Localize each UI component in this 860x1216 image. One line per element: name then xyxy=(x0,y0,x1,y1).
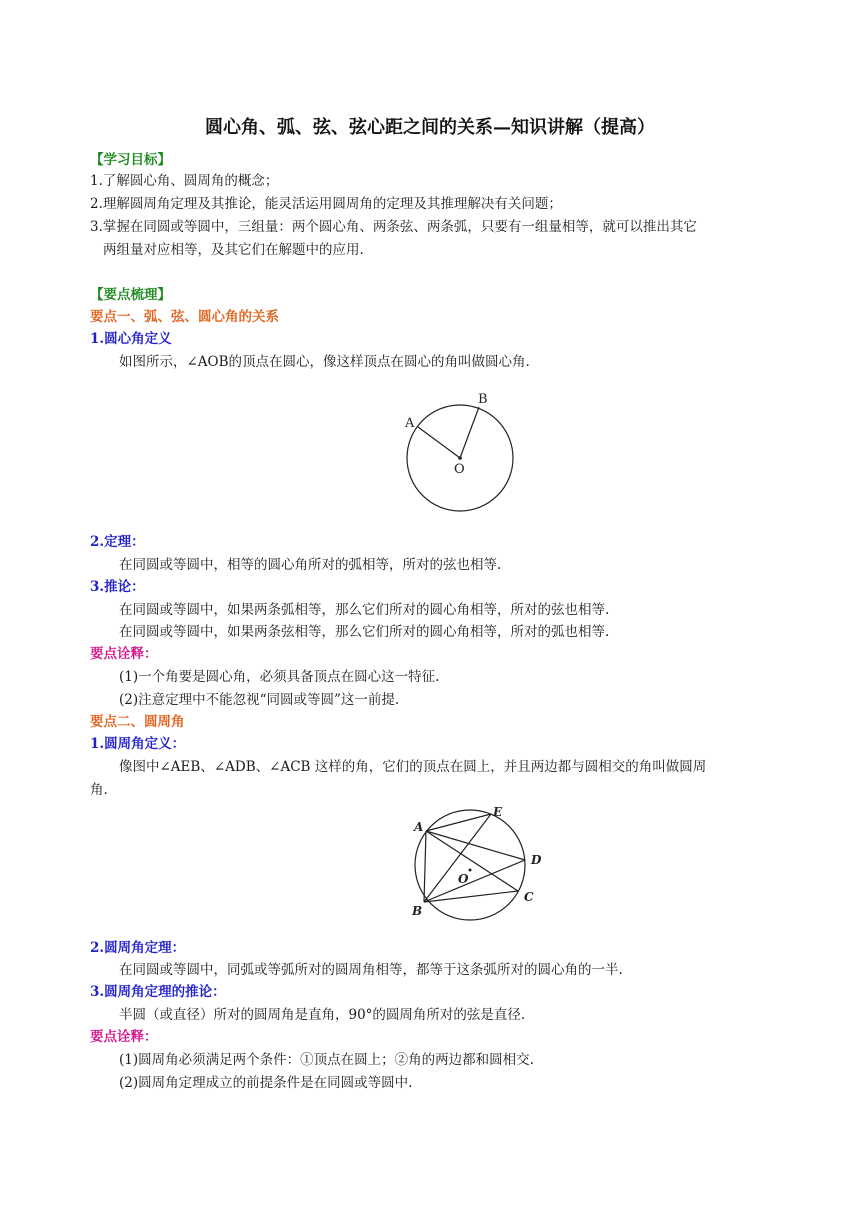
point1-corollary-item: 在同圆或等圆中，如果两条弧相等，那么它们所对的圆心角相等，所对的弦也相等. xyxy=(119,602,610,618)
label-a: A xyxy=(405,416,415,431)
point1-theorem-heading: 2.定理： xyxy=(90,534,145,550)
label-a: A xyxy=(414,820,424,834)
point2-theorem-heading: 2.圆周角定理： xyxy=(90,940,186,956)
point1-note-heading: 要点诠释： xyxy=(90,646,158,662)
objective-item: 1.了解圆心角、圆周角的概念； xyxy=(90,173,279,189)
point2-def-text: 像图中∠AEB、∠ADB、∠ACB 这样的角，它们的顶点在圆上，并且两边都与圆相交的角叫做圆周 xyxy=(119,759,707,775)
central-angle-figure xyxy=(390,385,530,515)
point1-def-heading: 1.圆心角定义 xyxy=(90,331,172,347)
point1-note-item: (1)一个角要是圆心角，必须具备顶点在圆心这一特征. xyxy=(119,669,440,685)
objective-item: 3.掌握在同圆或等圆中，三组量：两个圆心角、两条弦、两条弧，只要有一组量相等，就可以推出其它 xyxy=(90,219,697,235)
point1-def-text: 如图所示，∠AOB的顶点在圆心，像这样顶点在圆心的角叫做圆心角. xyxy=(119,354,530,370)
label-c: C xyxy=(524,890,534,904)
point2-note-item: (2)圆周角定理成立的前提条件是在同圆或等圆中. xyxy=(119,1075,413,1091)
label-b: B xyxy=(478,392,488,407)
label-e: E xyxy=(493,805,503,819)
label-d: D xyxy=(531,853,542,867)
objective-item: 2.理解圆周角定理及其推论，能灵活运用圆周角的定理及其推理解决有关问题； xyxy=(90,196,562,212)
point1-corollary-item: 在同圆或等圆中，如果两条弦相等，那么它们所对的圆心角相等，所对的弧也相等. xyxy=(119,624,610,640)
point2-def-heading: 1.圆周角定义： xyxy=(90,736,186,752)
label-b: B xyxy=(412,904,423,918)
point2-theorem-text: 在同圆或等圆中，同弧或等弧所对的圆周角相等，都等于这条弧所对的圆心角的一半. xyxy=(119,962,623,978)
point2-note-item: (1)圆周角必须满足两个条件：①顶点在圆上；②角的两边都和圆相交. xyxy=(119,1052,534,1068)
inscribed-angle-figure xyxy=(400,800,550,928)
page-title: 圆心角、弧、弦、弦心距之间的关系—知识讲解（提高） xyxy=(205,117,655,138)
point2-def-text: 角. xyxy=(90,782,108,798)
objectives-heading: 【学习目标】 xyxy=(90,152,171,168)
point1-corollary-heading: 3.推论： xyxy=(90,579,145,595)
point2-corollary-heading: 3.圆周角定理的推论： xyxy=(90,984,226,1000)
point1-heading: 要点一、弧、弦、圆心角的关系 xyxy=(90,309,279,325)
label-o: O xyxy=(454,462,465,477)
objective-item: 两组量对应相等，及其它们在解题中的应用. xyxy=(103,242,364,258)
point2-corollary-text: 半圆（或直径）所对的圆周角是直角，90°的圆周角所对的弦是直径. xyxy=(119,1007,526,1023)
point1-note-item: (2)注意定理中不能忽视“同圆或等圆”这一前提. xyxy=(119,692,400,708)
point2-note-heading: 要点诠释： xyxy=(90,1029,158,1045)
label-o: O xyxy=(458,872,469,886)
point2-heading: 要点二、圆周角 xyxy=(90,714,185,730)
summary-heading: 【要点梳理】 xyxy=(90,287,171,303)
point1-theorem-text: 在同圆或等圆中，相等的圆心角所对的弧相等，所对的弦也相等. xyxy=(119,557,502,573)
